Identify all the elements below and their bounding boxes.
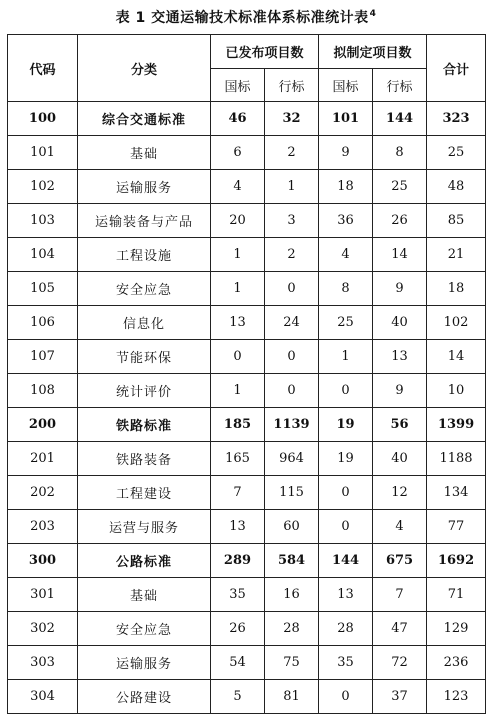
table-row — [8, 476, 486, 510]
row-code: 101 — [8, 136, 78, 170]
table-row — [8, 374, 486, 408]
row-code: 200 — [8, 408, 78, 442]
row-planned-industry: 56 — [373, 408, 427, 442]
row-category: 铁路标准 — [78, 408, 211, 442]
row-published-industry: 1 — [265, 170, 319, 204]
header-planned: 拟制定项目数 — [319, 35, 427, 69]
row-planned-industry: 9 — [373, 272, 427, 306]
row-planned-national: 35 — [319, 646, 373, 680]
row-planned-national: 8 — [319, 272, 373, 306]
row-planned-industry: 40 — [373, 306, 427, 340]
table-row — [8, 442, 486, 476]
row-published-national: 46 — [211, 102, 265, 136]
row-code: 100 — [8, 102, 78, 136]
row-planned-national: 13 — [319, 578, 373, 612]
row-code: 102 — [8, 170, 78, 204]
row-planned-national: 0 — [319, 510, 373, 544]
row-total: 21 — [427, 238, 486, 272]
row-planned-industry: 8 — [373, 136, 427, 170]
row-planned-national: 4 — [319, 238, 373, 272]
row-planned-industry: 9 — [373, 374, 427, 408]
row-category: 安全应急 — [78, 612, 211, 646]
row-planned-industry: 675 — [373, 544, 427, 578]
row-code: 104 — [8, 238, 78, 272]
row-published-national: 4 — [211, 170, 265, 204]
table-title-text: 表 1 交通运输技术标准体系标准统计表 — [115, 10, 369, 26]
row-category: 基础 — [78, 136, 211, 170]
row-total: 85 — [427, 204, 486, 238]
row-total: 1692 — [427, 544, 486, 578]
header-published-industry: 行标 — [265, 69, 319, 102]
row-published-industry: 16 — [265, 578, 319, 612]
row-category: 运营与服务 — [78, 510, 211, 544]
row-total: 1399 — [427, 408, 486, 442]
row-category: 工程建设 — [78, 476, 211, 510]
row-total: 10 — [427, 374, 486, 408]
row-published-industry: 584 — [265, 544, 319, 578]
row-published-national: 1 — [211, 238, 265, 272]
row-published-industry: 2 — [265, 136, 319, 170]
header-total: 合计 — [427, 35, 486, 102]
row-category: 运输服务 — [78, 170, 211, 204]
row-planned-national: 19 — [319, 442, 373, 476]
row-code: 302 — [8, 612, 78, 646]
row-published-industry: 24 — [265, 306, 319, 340]
row-planned-industry: 25 — [373, 170, 427, 204]
row-planned-industry: 47 — [373, 612, 427, 646]
row-planned-national: 18 — [319, 170, 373, 204]
row-published-industry: 32 — [265, 102, 319, 136]
row-published-industry: 60 — [265, 510, 319, 544]
row-total: 323 — [427, 102, 486, 136]
row-total: 134 — [427, 476, 486, 510]
row-published-national: 26 — [211, 612, 265, 646]
row-published-national: 13 — [211, 306, 265, 340]
row-planned-national: 0 — [319, 680, 373, 714]
row-published-national: 5 — [211, 680, 265, 714]
row-code: 300 — [8, 544, 78, 578]
row-total: 77 — [427, 510, 486, 544]
row-category: 运输装备与产品 — [78, 204, 211, 238]
row-code: 108 — [8, 374, 78, 408]
table-title — [0, 7, 492, 27]
row-code: 107 — [8, 340, 78, 374]
row-planned-national: 144 — [319, 544, 373, 578]
row-planned-industry: 13 — [373, 340, 427, 374]
row-published-industry: 0 — [265, 374, 319, 408]
row-total: 1188 — [427, 442, 486, 476]
row-planned-industry: 72 — [373, 646, 427, 680]
row-published-industry: 81 — [265, 680, 319, 714]
row-published-national: 54 — [211, 646, 265, 680]
row-category: 工程设施 — [78, 238, 211, 272]
row-total: 71 — [427, 578, 486, 612]
row-category: 安全应急 — [78, 272, 211, 306]
row-category: 综合交通标准 — [78, 102, 211, 136]
standards-statistics-table — [7, 34, 486, 714]
row-category: 信息化 — [78, 306, 211, 340]
row-published-industry: 0 — [265, 340, 319, 374]
header-published: 已发布项目数 — [211, 35, 319, 69]
row-planned-national: 28 — [319, 612, 373, 646]
row-total: 48 — [427, 170, 486, 204]
table-row — [8, 680, 486, 714]
row-code: 301 — [8, 578, 78, 612]
table-row — [8, 204, 486, 238]
row-planned-industry: 40 — [373, 442, 427, 476]
table-row — [8, 102, 486, 136]
row-planned-national: 1 — [319, 340, 373, 374]
header-planned-national: 国标 — [319, 69, 373, 102]
row-total: 123 — [427, 680, 486, 714]
row-planned-industry: 4 — [373, 510, 427, 544]
row-code: 106 — [8, 306, 78, 340]
row-published-industry: 28 — [265, 612, 319, 646]
row-code: 103 — [8, 204, 78, 238]
table-row — [8, 612, 486, 646]
header-planned-industry: 行标 — [373, 69, 427, 102]
row-total: 25 — [427, 136, 486, 170]
footnote-marker: 4 — [369, 9, 377, 20]
row-published-industry: 75 — [265, 646, 319, 680]
row-total: 236 — [427, 646, 486, 680]
table-row — [8, 510, 486, 544]
header-category: 分类 — [78, 35, 211, 102]
row-planned-industry: 14 — [373, 238, 427, 272]
row-code: 202 — [8, 476, 78, 510]
row-category: 节能环保 — [78, 340, 211, 374]
row-category: 基础 — [78, 578, 211, 612]
row-published-industry: 2 — [265, 238, 319, 272]
table-body — [8, 102, 486, 714]
row-total: 102 — [427, 306, 486, 340]
row-category: 统计评价 — [78, 374, 211, 408]
row-planned-industry: 7 — [373, 578, 427, 612]
row-published-national: 1 — [211, 272, 265, 306]
row-published-national: 13 — [211, 510, 265, 544]
table-row — [8, 544, 486, 578]
row-category: 公路标准 — [78, 544, 211, 578]
row-published-national: 7 — [211, 476, 265, 510]
row-planned-national: 101 — [319, 102, 373, 136]
row-planned-industry: 144 — [373, 102, 427, 136]
row-planned-national: 9 — [319, 136, 373, 170]
row-planned-national: 19 — [319, 408, 373, 442]
row-published-national: 6 — [211, 136, 265, 170]
row-planned-national: 0 — [319, 374, 373, 408]
table-row — [8, 272, 486, 306]
row-published-national: 20 — [211, 204, 265, 238]
table-row — [8, 340, 486, 374]
row-published-national: 1 — [211, 374, 265, 408]
row-published-national: 165 — [211, 442, 265, 476]
row-published-industry: 115 — [265, 476, 319, 510]
table-row — [8, 238, 486, 272]
row-published-industry: 0 — [265, 272, 319, 306]
row-published-national: 0 — [211, 340, 265, 374]
row-code: 105 — [8, 272, 78, 306]
row-planned-national: 0 — [319, 476, 373, 510]
row-planned-industry: 37 — [373, 680, 427, 714]
header-code: 代码 — [8, 35, 78, 102]
row-code: 303 — [8, 646, 78, 680]
row-total: 14 — [427, 340, 486, 374]
row-category: 运输服务 — [78, 646, 211, 680]
row-code: 201 — [8, 442, 78, 476]
table-row — [8, 306, 486, 340]
table-row — [8, 170, 486, 204]
row-code: 203 — [8, 510, 78, 544]
table-row — [8, 646, 486, 680]
row-planned-industry: 26 — [373, 204, 427, 238]
row-published-national: 289 — [211, 544, 265, 578]
row-published-industry: 964 — [265, 442, 319, 476]
row-total: 129 — [427, 612, 486, 646]
row-published-industry: 3 — [265, 204, 319, 238]
row-planned-industry: 12 — [373, 476, 427, 510]
row-code: 304 — [8, 680, 78, 714]
table-row — [8, 578, 486, 612]
header-published-national: 国标 — [211, 69, 265, 102]
row-published-industry: 1139 — [265, 408, 319, 442]
row-planned-national: 36 — [319, 204, 373, 238]
row-published-national: 35 — [211, 578, 265, 612]
row-published-national: 185 — [211, 408, 265, 442]
table-row — [8, 408, 486, 442]
row-total: 18 — [427, 272, 486, 306]
row-category: 公路建设 — [78, 680, 211, 714]
table-row — [8, 136, 486, 170]
row-planned-national: 25 — [319, 306, 373, 340]
row-category: 铁路装备 — [78, 442, 211, 476]
